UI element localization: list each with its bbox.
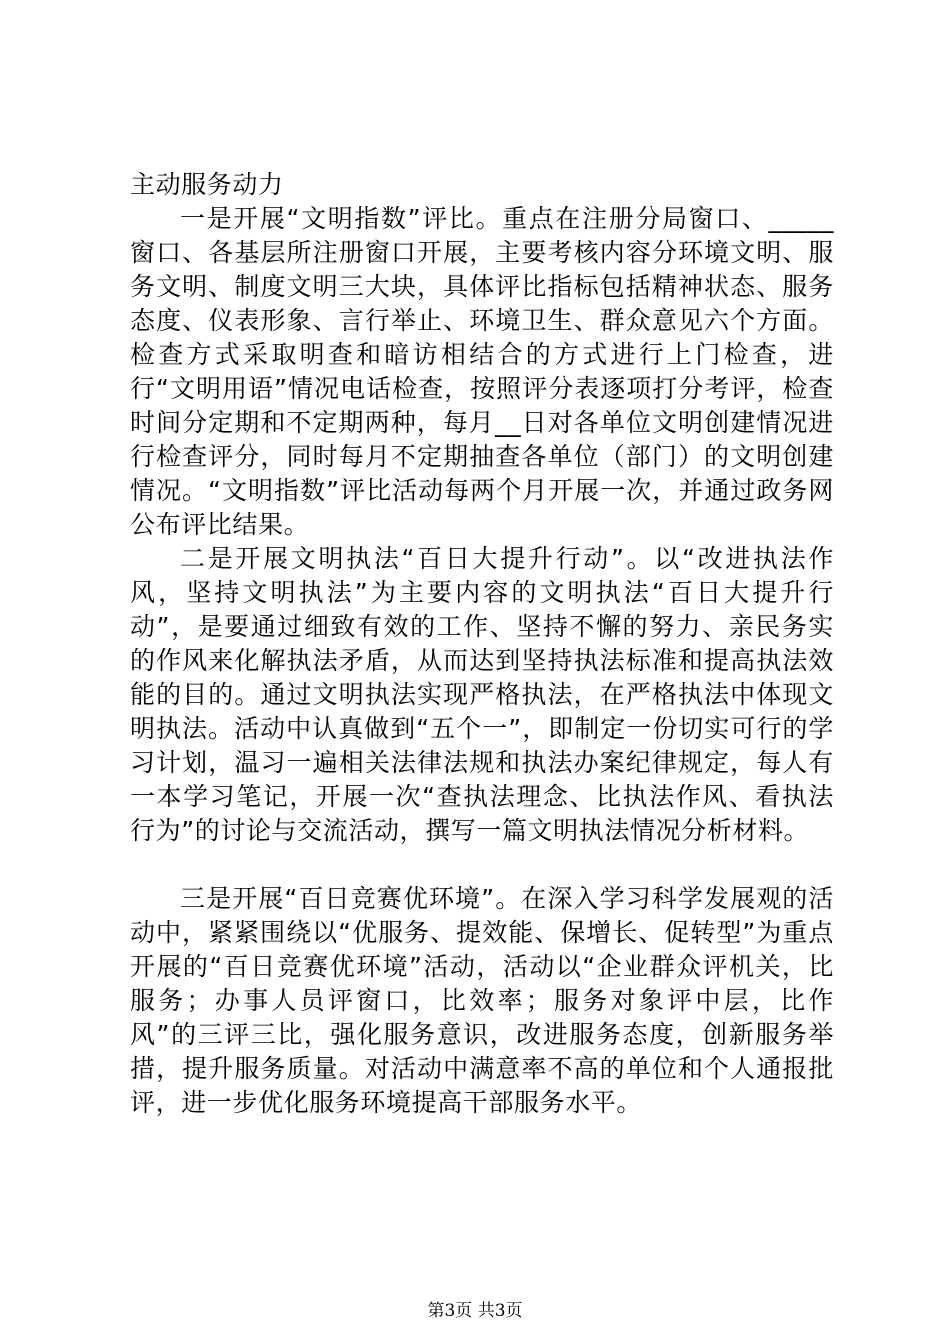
paragraph-1: 一是开展“文明指数”评比。重点在注册分局窗口、_____窗口、各基层所注册窗口开展，主要考核内容分环境文明、服务文明、制度文明三大块，具体评比指标包括精神状态、服务态度、仪表形象、言行举止、环境卫生、群众意见六个方面。检查方式采取明查和暗访相结合的方式进行上门检查，进行“文明用语”情况电话检查，按照评分表逐项打分考评，检查时间分定期和不定期两种，每月__日对各单位文明创建情况进行检查评分，同时每月不定期抽查各单位（部门）的文明创建情况。“文明指数”评比活动每两个月开展一次，并通过政务网公布评比结果。: [130, 204, 834, 539]
page-number-footer: 第3页 共3页: [427, 1301, 523, 1321]
lead-line: 主动服务动力: [130, 170, 284, 199]
paragraph-3: 三是开展“百日竞赛优环境”。在深入学习科学发展观的活动中，紧紧围绕以“优服务、提效能、保增长、促转型”为重点开展的“百日竞赛优环境”活动，活动以“企业群众评机关，比服务；办事人员评窗口，比效率；服务对象评中层，比作风”的三评三比，强化服务意识，改进服务态度，创新服务举措，提升服务质量。对活动中满意率不高的单位和个人通报批评，进一步优化服务环境提高干部服务水平。: [130, 884, 834, 1117]
document-body: [130, 168, 834, 1120]
paragraph-2: 二是开展文明执法“百日大提升行动”。以“改进执法作风，坚持文明执法”为主要内容的文明执法“百日大提升行动”，是要通过细致有效的工作、坚持不懈的努力、亲民务实的作风来化解执法矛盾，从而达到坚持执法标准和提高执法效能的目的。通过文明执法实现严格执法，在严格执法中体现文明执法。活动中认真做到“五个一”，即制定一份切实可行的学习计划，温习一遍相关法律法规和执法办案纪律规定，每人有一本学习笔记，开展一次“查执法理念、比执法作风、看执法行为”的讨论与交流活动，撰写一篇文明执法情况分析材料。: [130, 544, 834, 845]
